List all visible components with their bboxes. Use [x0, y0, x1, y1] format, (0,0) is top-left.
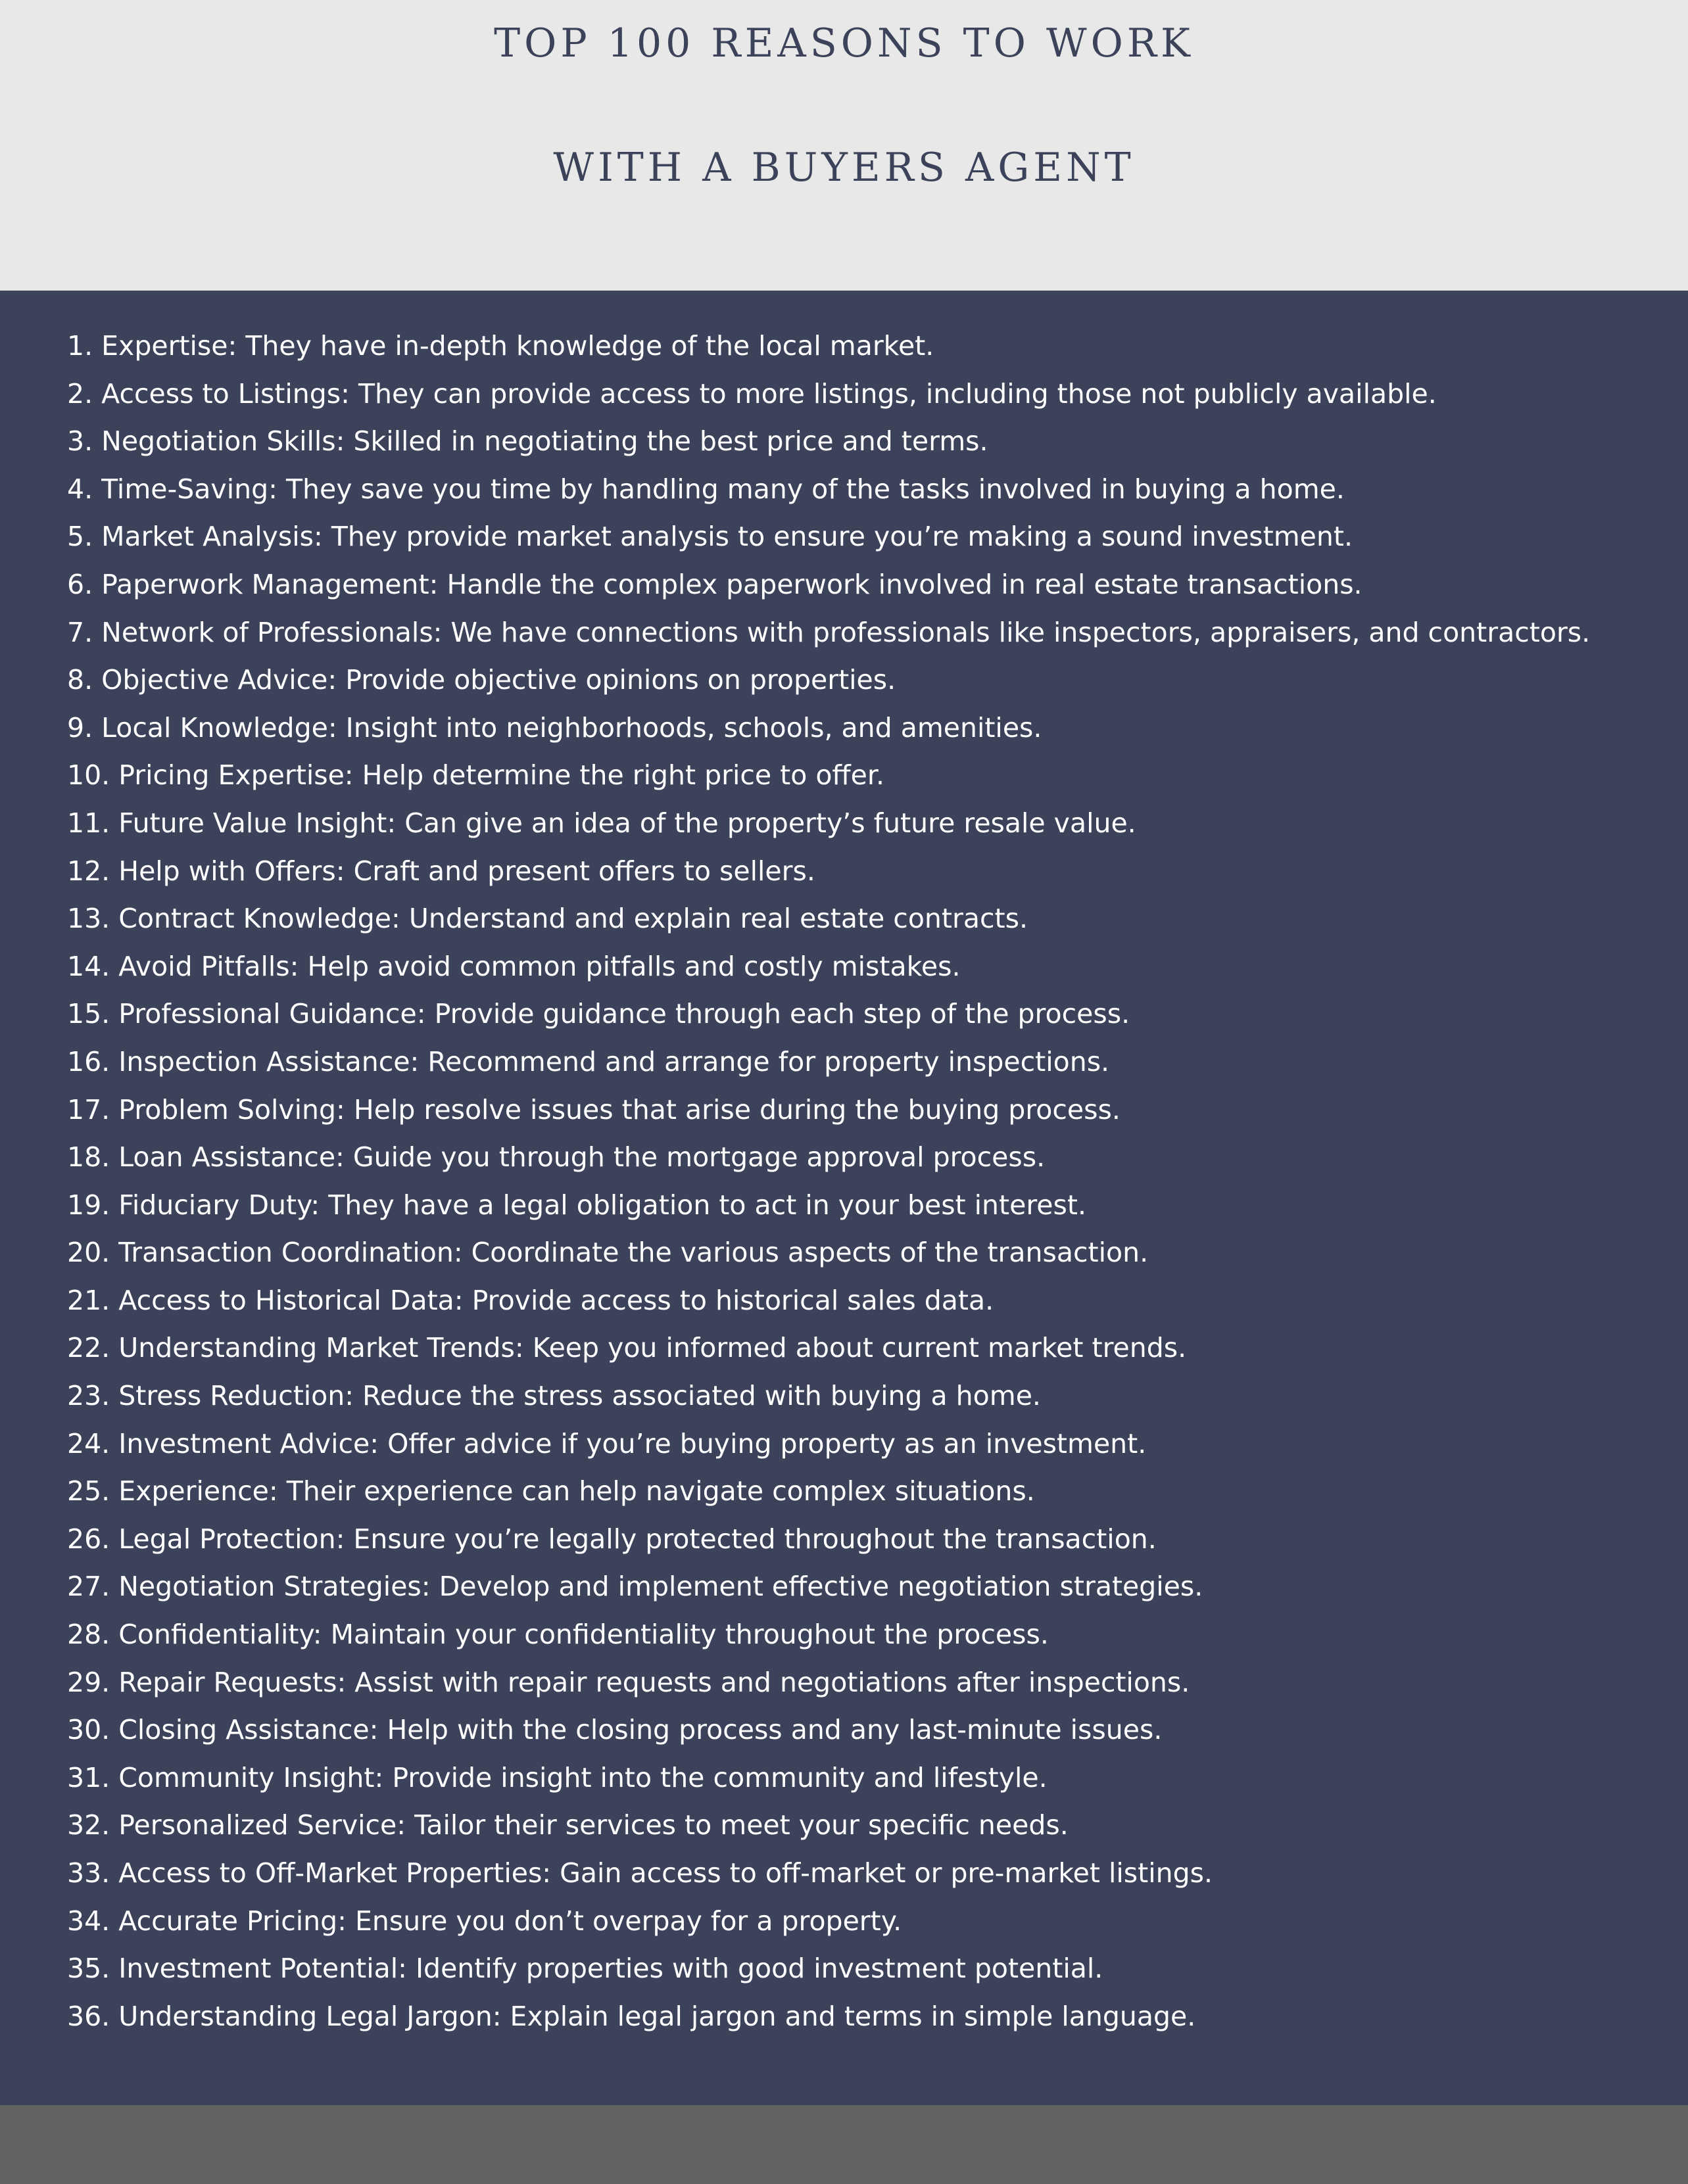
list-item: 20. Transaction Coordination: Coordinate the various aspects of the transaction.	[67, 1237, 1149, 1269]
list-item: 35. Investment Potential: Identify properties with good investment potential.	[67, 1953, 1103, 1985]
list-item: 31. Community Insight: Provide insight into the community and lifestyle.	[67, 1761, 1048, 1793]
list-item: 23. Stress Reduction: Reduce the stress associated with buying a home.	[67, 1380, 1041, 1412]
list-item: 36. Understanding Legal Jargon: Explain legal jargon and terms in simple language.	[67, 2000, 1196, 2032]
reasons-list	[67, 322, 1672, 2040]
list-item: 21. Access to Historical Data: Provide access to historical sales data.	[67, 1284, 994, 1316]
page-title-line-2: WITH A BUYERS AGENT	[553, 145, 1135, 191]
list-item: 2. Access to Listings: They can provide access to more listings, including those not publicly available.	[67, 377, 1437, 410]
list-item: 32. Personalized Service: Tailor their services to meet your specific needs.	[67, 1809, 1069, 1841]
list-item: 33. Access to Off-Market Properties: Gain access to off-market or pre-market listings.	[67, 1857, 1213, 1889]
list-item: 4. Time-Saving: They save you time by handling many of the tasks involved in buying a home.	[67, 473, 1345, 505]
list-item: 12. Help with Offers: Craft and present offers to sellers.	[67, 855, 815, 887]
list-item: 30. Closing Assistance: Help with the closing process and any last-minute issues.	[67, 1714, 1163, 1746]
page-title-line-1: TOP 100 REASONS TO WORK	[494, 20, 1194, 66]
list-item: 34. Accurate Pricing: Ensure you don’t overpay for a property.	[67, 1905, 902, 1937]
list-item: 13. Contract Knowledge: Understand and explain real estate contracts.	[67, 903, 1028, 935]
list-item: 26. Legal Protection: Ensure you’re legally protected throughout the transaction.	[67, 1523, 1157, 1555]
list-item: 9. Local Knowledge: Insight into neighborhoods, schools, and amenities.	[67, 711, 1042, 744]
list-item: 22. Understanding Market Trends: Keep you informed about current market trends.	[67, 1332, 1187, 1364]
list-item: 6. Paperwork Management: Handle the complex paperwork involved in real estate transactions.	[67, 568, 1362, 600]
list-item: 16. Inspection Assistance: Recommend and arrange for property inspections.	[67, 1045, 1110, 1078]
list-item: 27. Negotiation Strategies: Develop and implement effective negotiation strategies.	[67, 1571, 1203, 1603]
list-item: 25. Experience: Their experience can help navigate complex situations.	[67, 1475, 1035, 1507]
list-item: 24. Investment Advice: Offer advice if you’re buying property as an investment.	[67, 1427, 1147, 1460]
list-item: 19. Fiduciary Duty: They have a legal obligation to act in your best interest.	[67, 1189, 1086, 1221]
list-item: 28. Confidentiality: Maintain your confidentiality throughout the process.	[67, 1619, 1049, 1651]
list-item: 18. Loan Assistance: Guide you through the mortgage approval process.	[67, 1141, 1046, 1174]
list-item: 7. Network of Professionals: We have connections with professionals like inspectors, appraisers, and contractors.	[67, 616, 1591, 648]
list-item: 15. Professional Guidance: Provide guidance through each step of the process.	[67, 998, 1130, 1030]
list-item: 8. Objective Advice: Provide objective opinions on properties.	[67, 664, 896, 696]
footer-bar	[0, 2105, 1688, 2184]
reasons-section	[0, 291, 1688, 2105]
list-item: 14. Avoid Pitfalls: Help avoid common pitfalls and costly mistakes.	[67, 950, 961, 982]
title-header	[0, 0, 1688, 291]
list-item: 11. Future Value Insight: Can give an idea of the property’s future resale value.	[67, 807, 1136, 839]
list-item: 5. Market Analysis: They provide market analysis to ensure you’re making a sound investment.	[67, 521, 1353, 553]
list-item: 10. Pricing Expertise: Help determine the right price to offer.	[67, 759, 885, 792]
list-item: 29. Repair Requests: Assist with repair requests and negotiations after inspections.	[67, 1666, 1190, 1698]
list-item: 1. Expertise: They have in-depth knowledge of the local market.	[67, 330, 934, 362]
list-item: 17. Problem Solving: Help resolve issues that arise during the buying process.	[67, 1093, 1121, 1126]
list-item: 3. Negotiation Skills: Skilled in negotiating the best price and terms.	[67, 425, 988, 458]
